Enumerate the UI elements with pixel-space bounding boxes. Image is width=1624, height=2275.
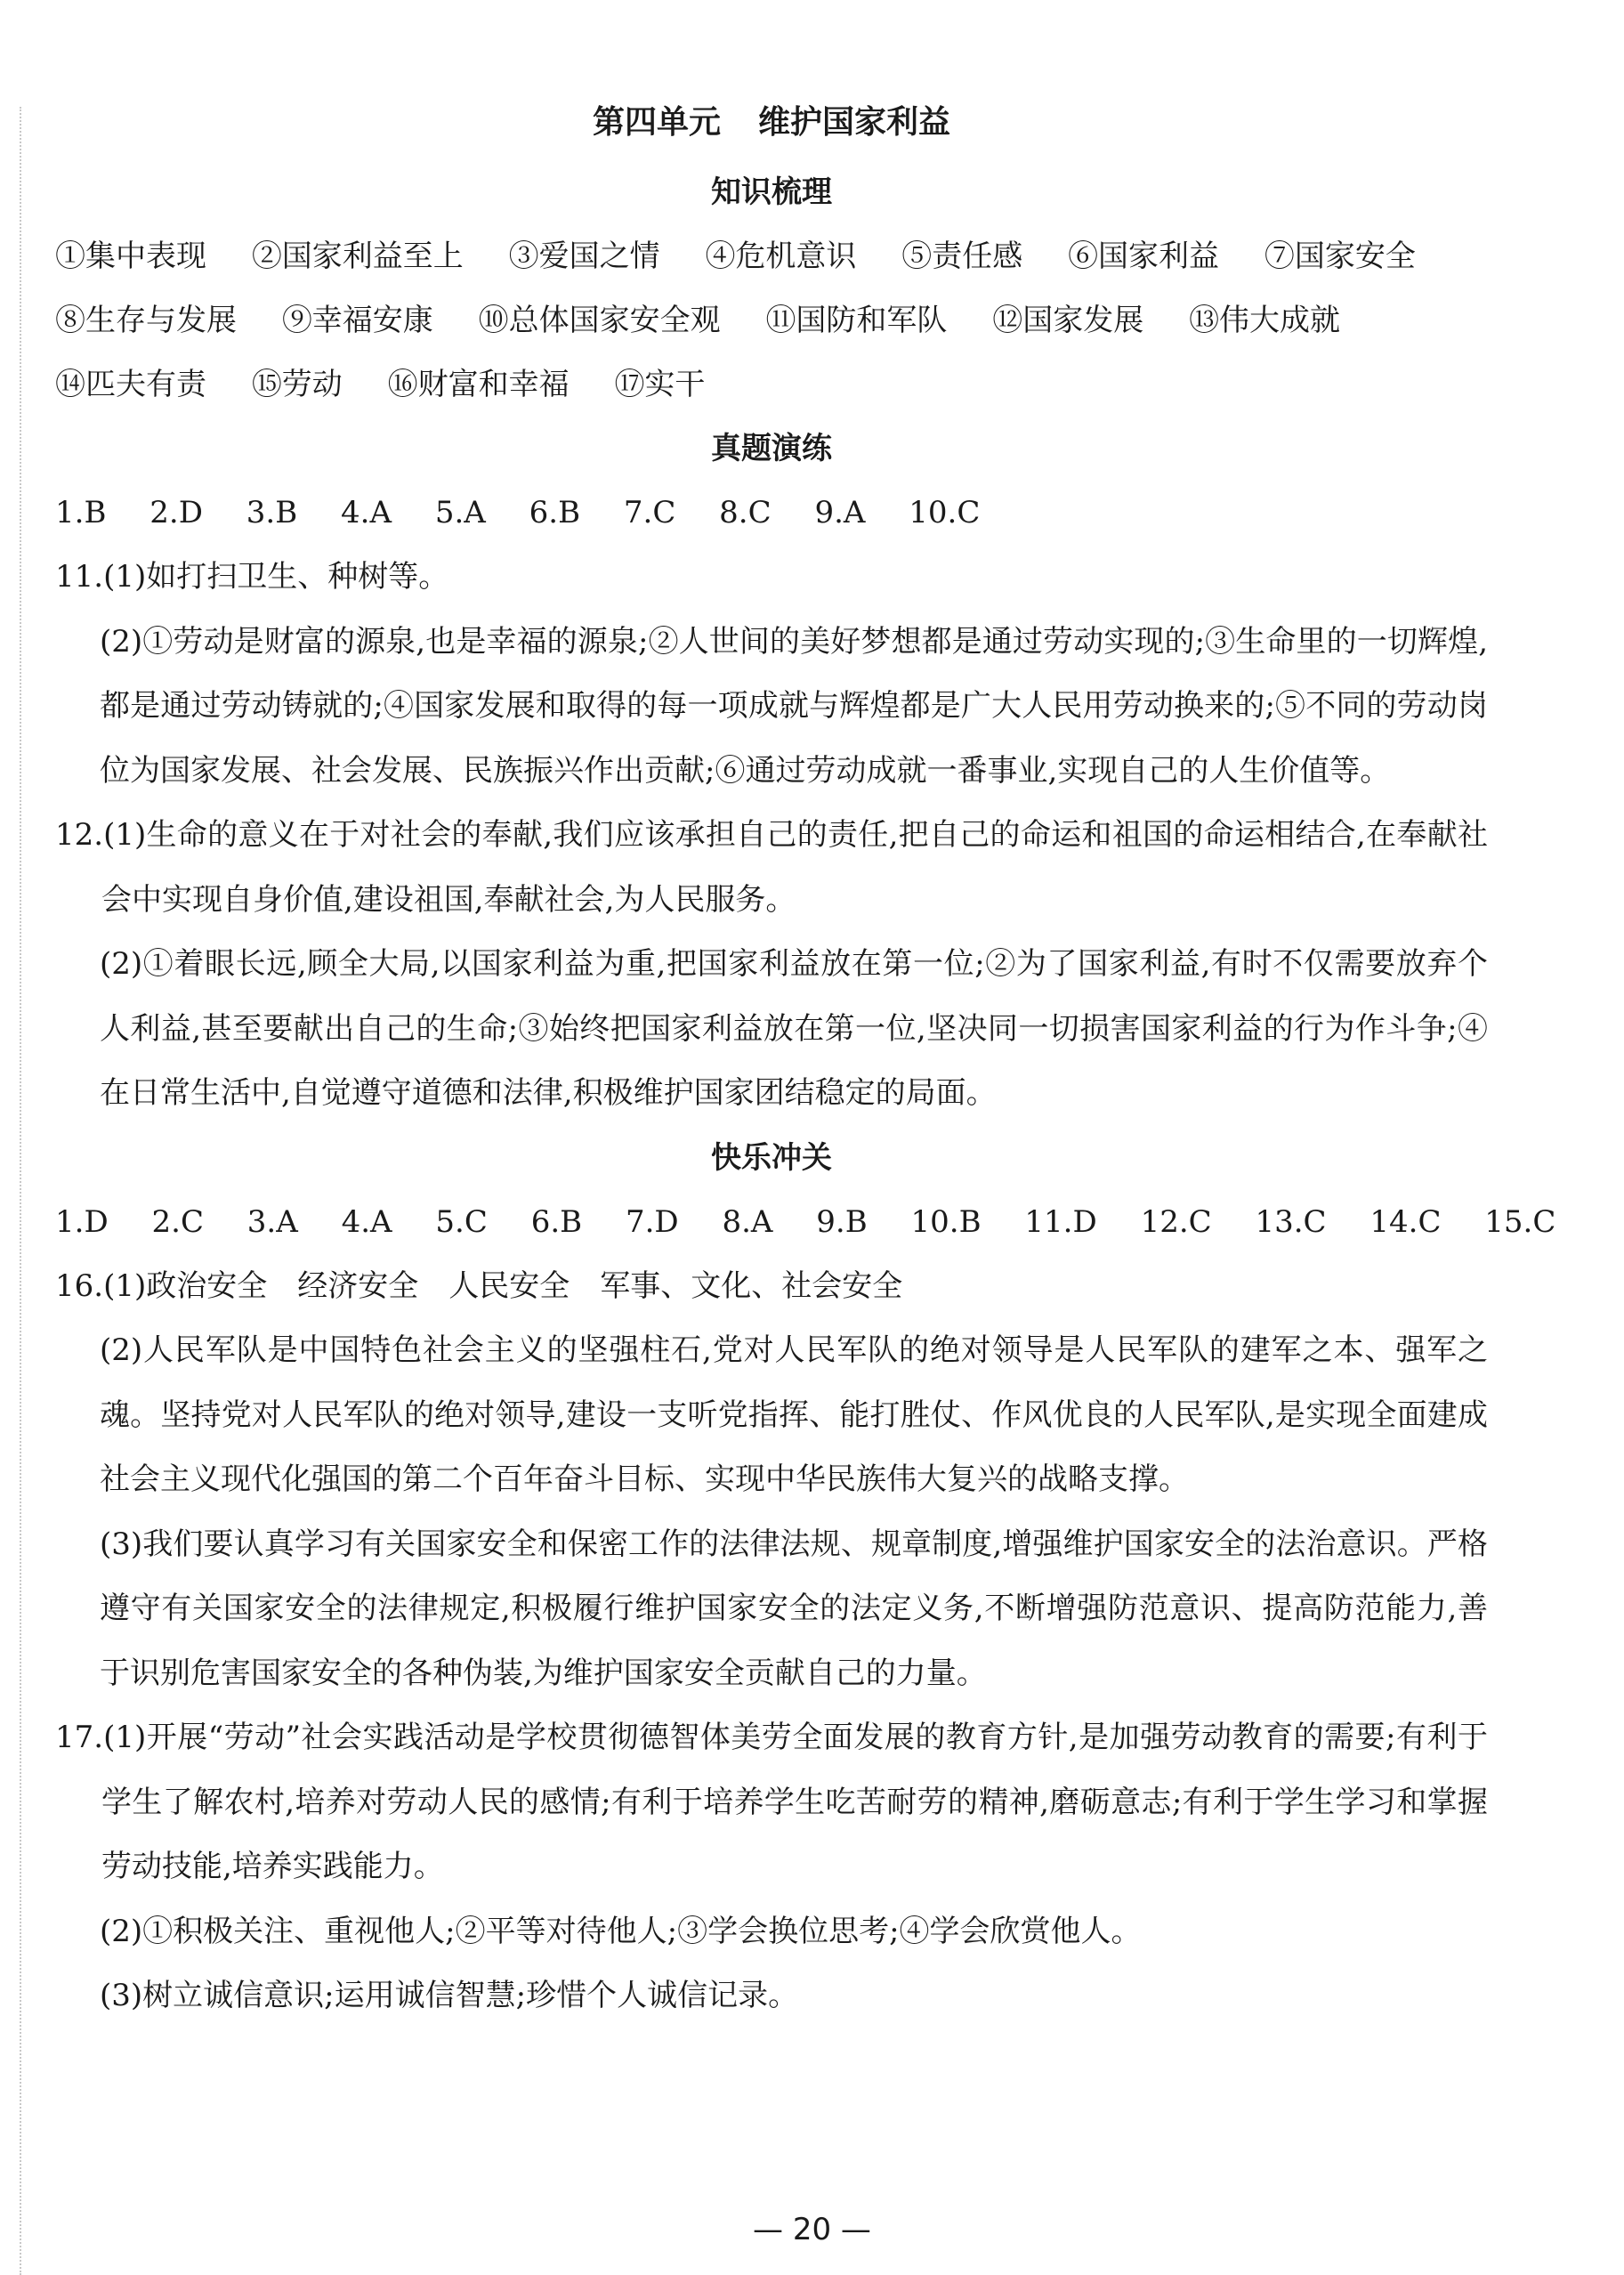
knowledge-item: ①集中表现 <box>55 239 206 274</box>
section-title-knowledge: 知识梳理 <box>711 174 832 210</box>
choice-answer: 11.D <box>1024 1203 1097 1240</box>
challenge-choice-answers <box>55 1190 1556 1254</box>
answer-q11-part2: (2)①劳动是财富的源泉,也是幸福的源泉;②人世间的美好梦想都是通过劳动实现的;③生命里的一切辉煌,都是通过劳动铸就的;④国家发展和取得的每一项成就与辉煌都是广大人民用劳动换来的;⑤不同的劳动岗位为国家发展、社会发展、民族振兴作出贡献;⑥通过劳动成就一番事业,实现自己的人生价值等。 <box>100 623 1488 789</box>
choice-answer: 9.A <box>814 495 866 530</box>
knowledge-item: ⑨幸福安康 <box>281 303 433 338</box>
choice-answer: 10.C <box>909 495 981 530</box>
knowledge-row <box>55 224 1488 288</box>
answer-q17-part1: 17.(1)开展“劳动”社会实践活动是学校贯彻德智体美劳全面发展的教育方针,是加强劳动教育的需要;有利于学生了解农村,培养对劳动人民的感情;有利于培养学生吃苦耐劳的精神,磨砺意志;有利于学生学习和掌握劳动技能,培养实践能力。 <box>55 1720 1488 1884</box>
knowledge-item: ⑤责任感 <box>901 239 1023 274</box>
choice-answer: 7.C <box>623 495 676 530</box>
choice-answer: 5.C <box>435 1203 488 1240</box>
answer-q16-part1: 16.(1)政治安全 经济安全 人民安全 军事、文化、社会安全 <box>55 1267 903 1304</box>
choice-answer: 1.D <box>55 1203 109 1240</box>
answer-q17-part3: (3)树立诚信意识;运用诚信智慧;珍惜个人诚信记录。 <box>100 1978 799 2013</box>
unit-topic: 维护国家利益 <box>758 104 951 141</box>
answer-q12-part2: (2)①着眼长远,顾全大局,以国家利益为重,把国家利益放在第一位;②为了国家利益,有时不仅需要放弃个人利益,甚至要献出自己的生命;③始终把国家利益放在第一位,坚决同一切损害国家利益的行为作斗争;④在日常生活中,自觉遵守道德和法律,积极维护国家团结稳定的局面。 <box>100 946 1488 1111</box>
knowledge-list <box>55 224 1488 417</box>
section-title-challenge: 快乐冲关 <box>711 1139 832 1176</box>
choice-answer: 4.A <box>341 495 392 530</box>
choice-answer: 8.A <box>722 1203 773 1240</box>
knowledge-item: ⑮劳动 <box>251 367 343 402</box>
knowledge-item: ⑧生存与发展 <box>55 303 237 338</box>
answer-q12-part1: 12.(1)生命的意义在于对社会的奉献,我们应该承担自己的责任,把自己的命运和祖国的命运相结合,在奉献社会中实现自身价值,建设祖国,奉献社会,为人民服务。 <box>55 817 1488 918</box>
choice-answer: 1.B <box>55 495 107 530</box>
unit-label: 第四单元 <box>592 104 721 141</box>
knowledge-item: ⑩总体国家安全观 <box>478 303 721 338</box>
choice-answer: 10.B <box>910 1203 982 1240</box>
choice-answer: 9.B <box>816 1203 868 1240</box>
practice-choice-answers <box>55 481 1488 545</box>
choice-answer: 3.B <box>246 495 298 530</box>
answer-q16-part2: (2)人民军队是中国特色社会主义的坚强柱石,党对人民军队的绝对领导是人民军队的建军之本、强军之魂。坚持党对人民军队的绝对领导,建设一支听党指挥、能打胜仗、作风优良的人民军队,是实现全面建成社会主义现代化强国的第二个百年奋斗目标、实现中华民族伟大复兴的战略支撑。 <box>100 1332 1488 1497</box>
unit-title <box>55 96 1488 150</box>
knowledge-item: ②国家利益至上 <box>251 239 464 274</box>
binding-margin-line <box>20 107 21 2275</box>
choice-answer: 2.C <box>151 1203 204 1240</box>
choice-answer: 14.C <box>1369 1203 1442 1240</box>
answer-page <box>55 96 1556 2028</box>
knowledge-item: ⑪国防和军队 <box>765 303 948 338</box>
answer-q16-part3: (3)我们要认真学习有关国家安全和保密工作的法律法规、规章制度,增强维护国家安全的法治意识。严格遵守有关国家安全的法律规定,积极履行维护国家安全的法定义务,不断增强防范意识、提高防范能力,善于识别危害国家安全的各种伪装,为维护国家安全贡献自己的力量。 <box>100 1526 1488 1691</box>
knowledge-item: ⑭匹夫有责 <box>55 367 206 402</box>
knowledge-row <box>55 352 1488 417</box>
knowledge-item: ⑦国家安全 <box>1264 239 1416 274</box>
knowledge-item: ⑫国家发展 <box>992 303 1144 338</box>
choice-answer: 13.C <box>1255 1203 1327 1240</box>
choice-answer: 12.C <box>1140 1203 1212 1240</box>
choice-answer: 6.B <box>530 1203 583 1240</box>
section-title-practice: 真题演练 <box>711 431 832 466</box>
choice-answer: 8.C <box>719 495 772 530</box>
choice-answer: 15.C <box>1484 1203 1556 1240</box>
choice-answer: 4.A <box>341 1203 392 1240</box>
page-number: — 20 — <box>753 2212 871 2247</box>
choice-answer: 5.A <box>434 495 486 530</box>
knowledge-item: ⑥国家利益 <box>1068 239 1220 274</box>
knowledge-item: ⑰实干 <box>614 367 706 402</box>
choice-answer: 3.A <box>246 1203 298 1240</box>
answer-q17-part2: (2)①积极关注、重视他人;②平等对待他人;③学会换位思考;④学会欣赏他人。 <box>100 1913 1142 1949</box>
answer-q11-part1: 11.(1)如打扫卫生、种树等。 <box>55 559 449 595</box>
choice-answer: 6.B <box>529 495 581 530</box>
knowledge-item: ③爱国之情 <box>508 239 660 274</box>
knowledge-item: ④危机意识 <box>705 239 857 274</box>
choice-answer: 7.D <box>625 1203 679 1240</box>
choice-answer: 2.D <box>149 495 203 530</box>
knowledge-item: ⑯财富和幸福 <box>387 367 570 402</box>
knowledge-item: ⑬伟大成就 <box>1189 303 1341 338</box>
knowledge-row <box>55 288 1488 352</box>
